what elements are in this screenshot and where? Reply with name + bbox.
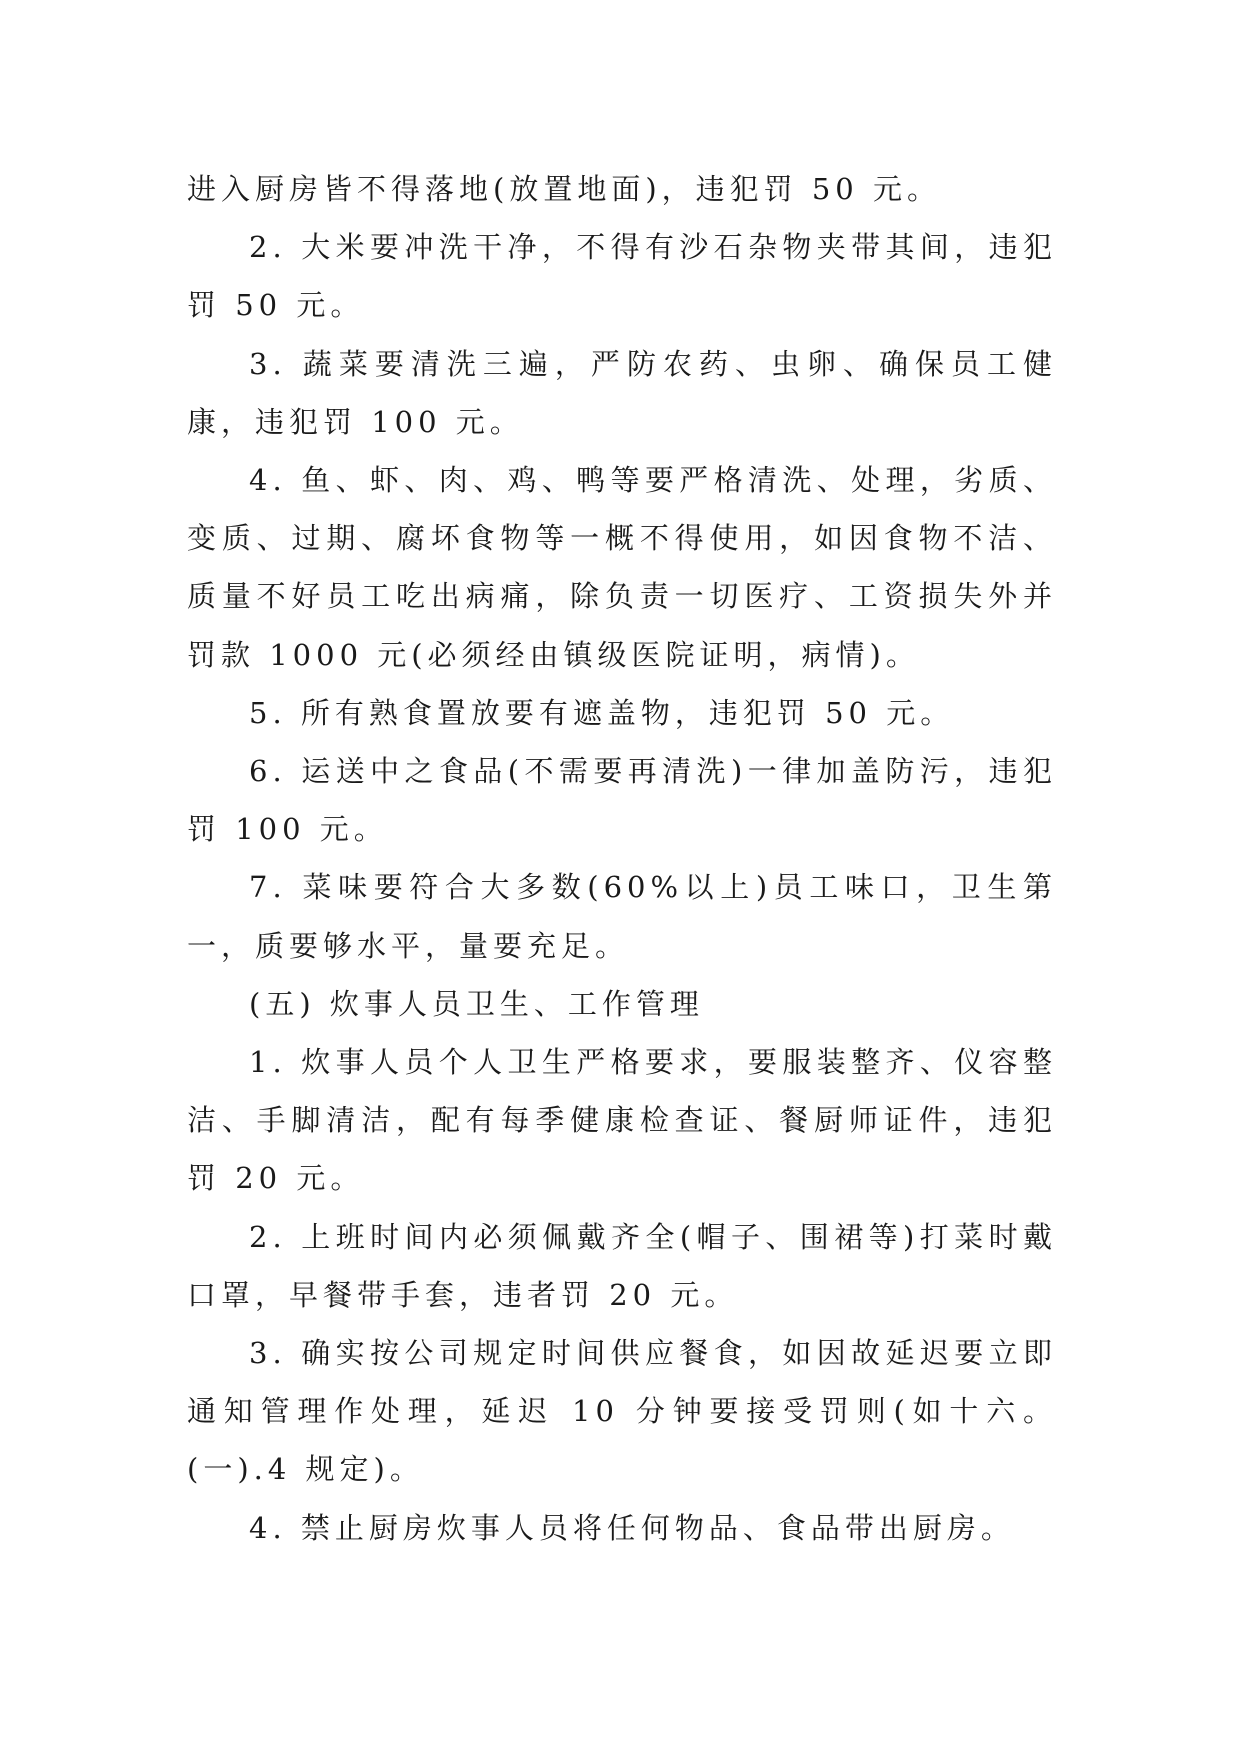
paragraph-item-6-transport: 6. 运送中之食品(不需要再清洗)一律加盖防污，违犯罚 100 元。 [187, 754, 1057, 847]
paragraph-item-7-taste: 7. 菜味要符合大多数(60%以上)员工味口，卫生第一，质要够水平，量要充足。 [187, 870, 1057, 963]
section-heading-5: (五) 炊事人员卫生、工作管理 [249, 986, 704, 1021]
paragraph-staff-item-2-uniform: 2. 上班时间内必须佩戴齐全(帽子、围裙等)打菜时戴口罩，早餐带手套，违者罚 20 元。 [187, 1219, 1057, 1312]
paragraph-item-5-cooked-food: 5. 所有熟食置放要有遮盖物，违犯罚 50 元。 [249, 695, 955, 730]
paragraph-item-3-vegetables: 3. 蔬菜要清洗三遍，严防农药、虫卵、确保员工健康，违犯罚 100 元。 [187, 346, 1057, 439]
paragraph-staff-item-3-schedule: 3. 确实按公司规定时间供应餐食，如因故延迟要立即通知管理作处理，延迟 10 分钟要接受罚则(如十六。(一).4 规定)。 [187, 1336, 1057, 1487]
paragraph-item-4-meat: 4. 鱼、虾、肉、鸡、鸭等要严格清洗、处理，劣质、变质、过期、腐坏食物等一概不得使用，如因食物不洁、质量不好员工吃出病痛，除负责一切医疗、工资损失外并罚款 1000 元(必须经由镇级医院证明，病情)。 [187, 463, 1057, 672]
document-body [187, 160, 1057, 1557]
paragraph-staff-item-4-no-removal: 4. 禁止厨房炊事人员将任何物品、食品带出厨房。 [249, 1510, 1015, 1545]
paragraph-staff-item-1-hygiene: 1. 炊事人员个人卫生严格要求，要服装整齐、仪容整洁、手脚清洁，配有每季健康检查证、餐厨师证件，违犯罚 20 元。 [187, 1045, 1057, 1196]
paragraph-item-2-rice: 2. 大米要冲洗干净，不得有沙石杂物夹带其间，违犯罚 50 元。 [187, 230, 1057, 323]
paragraph-continuation: 进入厨房皆不得落地(放置地面)，违犯罚 50 元。 [187, 172, 941, 206]
